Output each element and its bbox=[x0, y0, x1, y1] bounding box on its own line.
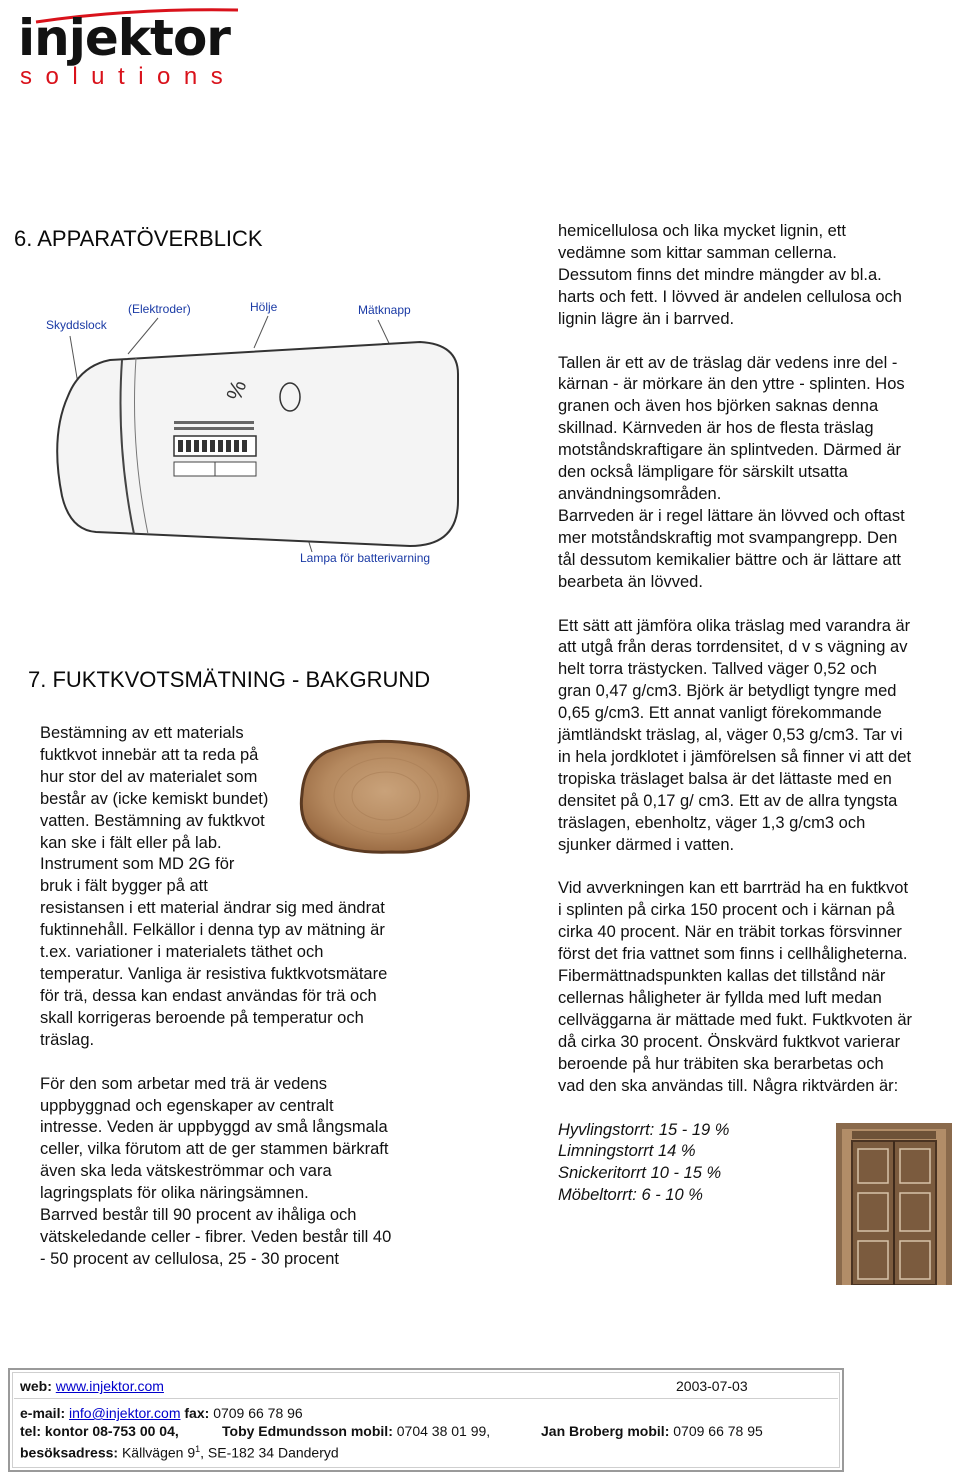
text-line: intresse. Veden är uppbyggd av små långsmala bbox=[40, 1118, 388, 1137]
address-street: Källvägen 9 bbox=[121, 1444, 196, 1461]
paragraph-vedens-uppbyggnad bbox=[40, 1074, 460, 1271]
paragraph-avverkning bbox=[558, 878, 958, 1097]
text-line: Ett sätt att jämföra olika träslag med varandra är bbox=[558, 616, 911, 635]
label-matknapp: Mätknapp bbox=[358, 303, 411, 317]
label-holje: Hölje bbox=[250, 300, 278, 314]
text-line: bruk i fält bygger på att bbox=[40, 877, 208, 896]
text-line: i splinten på cirka 150 procent och i kärnan på bbox=[558, 901, 895, 920]
email-label: e-mail: bbox=[20, 1405, 66, 1421]
web-label: web: bbox=[20, 1378, 52, 1394]
label-elektroder: (Elektroder) bbox=[128, 302, 191, 316]
text-line: cellväggarna är mättade med fukt. Fuktkvoten är bbox=[558, 1010, 913, 1029]
text-line: - 50 procent av cellulosa, 25 - 30 procent bbox=[40, 1249, 340, 1268]
section-7-heading: 7. FUKTKVOTSMÄTNING - BAKGRUND bbox=[28, 667, 431, 692]
kontor-number: 08-753 00 04, bbox=[92, 1423, 179, 1439]
guideline-item: Hyvlingstorrt: 15 - 19 % bbox=[558, 1120, 730, 1139]
label-lampa: Lampa för batterivarning bbox=[300, 551, 431, 565]
email-link[interactable]: info@injektor.com bbox=[69, 1405, 181, 1421]
logo-wordmark: injektor bbox=[18, 9, 230, 67]
address-label: besöksadress: bbox=[20, 1444, 119, 1461]
text-line: träslag. bbox=[40, 1030, 95, 1049]
text-line: vedämne som kittar samman cellerna. bbox=[558, 243, 837, 262]
footer-tel-row bbox=[20, 1423, 179, 1439]
device-body bbox=[57, 342, 458, 546]
text-line: harts och fett. I lövved är andelen cellulosa och bbox=[558, 287, 902, 306]
text-line: Bestämning av ett materials bbox=[40, 724, 244, 742]
text-line: motståndskraftigare än splintveden. Därmed är bbox=[558, 441, 902, 460]
guideline-item: Möbeltorrt: 6 - 10 % bbox=[558, 1186, 703, 1205]
device-diagram bbox=[40, 296, 500, 596]
text-line: Vid avverkningen kan ett barrträd ha en fuktkvot bbox=[558, 879, 909, 898]
text-line: helt torra trästycken. Tallved väger 0,52 och bbox=[558, 660, 877, 679]
mobil2-number: 0709 66 78 95 bbox=[673, 1423, 763, 1439]
text-line: användningsområden. bbox=[558, 484, 722, 503]
text-line: tål dessutom kemikalier bättre och är lättare att bbox=[558, 550, 901, 569]
text-line: då cirka 30 procent. Önskvärd fuktkvot varierar bbox=[558, 1032, 901, 1051]
fax-number: 0709 66 78 96 bbox=[213, 1405, 303, 1421]
text-line: celler, vilka förutom att de ger stammen bärkraft bbox=[40, 1140, 389, 1159]
text-line: jämtländskt träslag, al, väger 0,53 g/cm3. Tar vi bbox=[558, 726, 903, 745]
footer-person2 bbox=[541, 1423, 763, 1439]
text-line: mer motståndskraftig mot svampangrepp. Den bbox=[558, 528, 898, 547]
text-line: vätskeledande celler - fibrer. Veden består till 40 bbox=[40, 1227, 392, 1246]
text-line: för trä, dessa kan endast användas för trä och bbox=[40, 986, 377, 1005]
fax-label: fax: bbox=[184, 1405, 210, 1421]
paragraph-tallen bbox=[558, 353, 958, 594]
text-line: cellernas håligheter är fyllda med luft medan bbox=[558, 989, 882, 1007]
text-line: Dessutom finns det mindre mängder av bl.a. bbox=[558, 265, 882, 284]
footer-contact-box bbox=[8, 1368, 844, 1472]
text-line: sjunker därmed i vatten. bbox=[558, 835, 735, 854]
text-line: skall korrigeras beroende på temperatur och bbox=[40, 1008, 364, 1027]
paragraph-hemicellulosa bbox=[558, 221, 958, 331]
kontor-label: kontor bbox=[44, 1423, 89, 1439]
wood-slice-image bbox=[296, 738, 472, 856]
text-line: träslagen, ebenholtz, väger 1,3 g/cm3 och bbox=[558, 813, 866, 832]
person1-name: Toby Edmundsson bbox=[222, 1423, 347, 1439]
text-line: fuktinnehåll. Felkällor i denna typ av mätning är bbox=[40, 921, 385, 940]
text-line: består av (icke kemiskt bundet) bbox=[40, 789, 269, 808]
web-link[interactable]: www.injektor.com bbox=[55, 1378, 164, 1394]
footer-web-row bbox=[20, 1378, 164, 1394]
text-line: lignin lägre än i barrved. bbox=[558, 309, 735, 328]
guideline-item: Snickeritorrt 10 - 15 % bbox=[558, 1164, 722, 1183]
percent-sign: % bbox=[221, 376, 252, 404]
text-line: hemicellulosa och lika mycket lignin, ett bbox=[558, 222, 846, 240]
person2-name: Jan Broberg bbox=[541, 1423, 624, 1439]
text-line: t.ex. variationer i materialets täthet och bbox=[40, 943, 324, 962]
text-line: uppbyggnad och egenskaper av centralt bbox=[40, 1096, 334, 1115]
text-line: skillnad. Kärnveden är hos de flesta träslag bbox=[558, 419, 874, 438]
text-line: Instrument som MD 2G för bbox=[40, 855, 235, 874]
text-line: 0,65 g/cm3. Ett annat vanligt förekommande bbox=[558, 704, 882, 723]
label-skyddslock: Skyddslock bbox=[46, 318, 107, 332]
mobil-label: mobil: bbox=[350, 1423, 393, 1439]
text-line: beroende på hur träbiten ska berarbetas och bbox=[558, 1054, 884, 1073]
mobil-label: mobil: bbox=[627, 1423, 670, 1439]
text-line: gran 0,47 g/cm3. Björk är betydligt tyngre med bbox=[558, 682, 897, 701]
text-line: lagringsplats för olika näringsämnen. bbox=[40, 1184, 309, 1203]
address-sup: 1 bbox=[195, 1444, 201, 1454]
text-line: Fibermättnadspunkten kallas det tillstånd när bbox=[558, 967, 886, 986]
text-line: den också lämpligare för särskilt utsatta bbox=[558, 463, 848, 482]
text-line: kan ske i fält eller på lab. bbox=[40, 833, 222, 852]
text-line: hur stor del av materialet som bbox=[40, 767, 258, 786]
text-line: tropiska träslaget balsa är det lättaste med en bbox=[558, 769, 892, 788]
footer-date: 2003-07-03 bbox=[676, 1378, 748, 1394]
text-line: fuktkvot innebär att ta reda på bbox=[40, 745, 259, 764]
text-line: att utgå från deras torrdensitet, d v s vägning av bbox=[558, 638, 908, 657]
display-window bbox=[174, 436, 256, 476]
text-line: densitet på 0,17 g/ cm3. Ett av de allra tyngsta bbox=[558, 791, 898, 810]
text-line: resistansen i ett material ändrar sig med ändrat bbox=[40, 899, 385, 918]
text-line: bearbeta än lövved. bbox=[558, 572, 703, 591]
right-column bbox=[558, 221, 958, 1207]
text-line: in hela jordklotet i jämförelsen så finner vi att det bbox=[558, 747, 912, 766]
address-rest: , SE-182 34 Danderyd bbox=[200, 1444, 339, 1461]
text-line: kärnan - är mörkare än den yttre - splinten. Hos bbox=[558, 375, 905, 394]
injektor-logo bbox=[12, 6, 237, 90]
mobil1-number: 0704 38 01 99, bbox=[396, 1423, 491, 1439]
text-line: granen och även hos björken saknas denna bbox=[558, 397, 879, 416]
text-line: Barrved består till 90 procent av ihåliga och bbox=[40, 1206, 357, 1225]
footer-email-row bbox=[20, 1405, 303, 1421]
guideline-item: Limningstorrt 14 % bbox=[558, 1142, 696, 1161]
tel-label: tel: bbox=[20, 1423, 41, 1439]
footer-person1 bbox=[222, 1423, 490, 1439]
text-line: vatten. Bestämning av fuktkvot bbox=[40, 811, 265, 830]
section-6-heading: 6. APPARATÖVERBLICK bbox=[14, 226, 263, 251]
text-line: först det fria vattnet som finns i cellhåligheterna. bbox=[558, 945, 908, 964]
text-line: vad den ska användas till. Några riktvärden är: bbox=[558, 1076, 899, 1095]
text-line: även ska leda vätskeströmmar och vara bbox=[40, 1162, 332, 1181]
text-line: För den som arbetar med trä är vedens bbox=[40, 1074, 328, 1093]
wooden-door-image bbox=[836, 1123, 952, 1285]
text-line: Barrveden är i regel lättare än lövved och oftast bbox=[558, 506, 905, 525]
text-line: Tallen är ett av de träslag där vedens inre del - bbox=[558, 353, 898, 372]
footer-address-row bbox=[20, 1441, 339, 1461]
text-line: temperatur. Vanliga är resistiva fuktkvotsmätare bbox=[40, 964, 388, 983]
paragraph-torrdensitet bbox=[558, 616, 958, 857]
logo-subline: solutions bbox=[20, 63, 237, 90]
text-line: cirka 40 procent. När en träbit torkas försvinner bbox=[558, 923, 902, 942]
